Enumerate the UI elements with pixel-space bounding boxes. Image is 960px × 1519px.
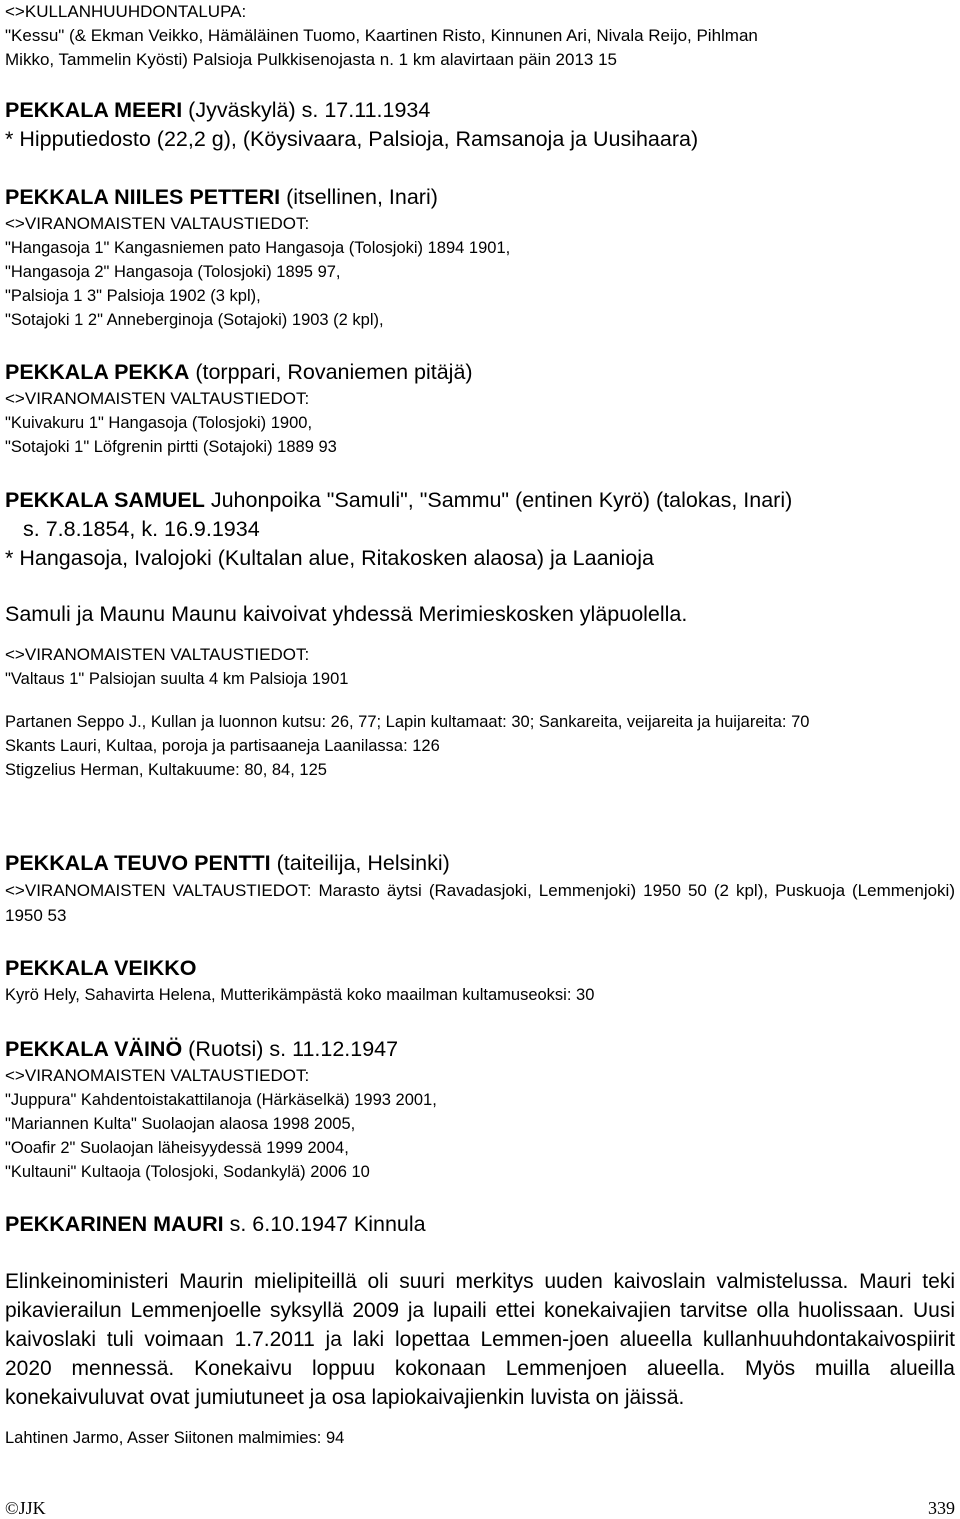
entry-note: Samuli ja Maunu Maunu kaivoivat yhdessä Merimieskosken yläpuolella. — [5, 602, 688, 626]
claim-line: "Hangasoja 1" Kangasniemen pato Hangasoja (Tolosjoki) 1894 1901, — [5, 239, 511, 257]
entry-name: PEKKALA VÄINÖ — [5, 1037, 183, 1061]
claim-line: "Sotajoki 1" Löfgrenin pirtti (Sotajoki) 1889 93 — [5, 438, 337, 456]
entry-veikko — [5, 954, 955, 1007]
claims-label: <>VIRANOMAISTEN VALTAUSTIEDOT: — [5, 1066, 310, 1085]
entry-info: Juhonpoika "Samuli", "Sammu" (entinen Kyrö) (talokas, Inari) — [204, 488, 793, 512]
claims-label: <>VIRANOMAISTEN VALTAUSTIEDOT: — [5, 389, 310, 408]
permit-line: "Kessu" (& Ekman Veikko, Hämäläinen Tuomo, Kaartinen Risto, Kinnunen Ari, Nivala Reijo, Pihlman — [5, 26, 758, 45]
entry-name: PEKKALA PEKKA — [5, 360, 190, 384]
entry-paragraph: Elinkeinoministeri Maurin mielipiteillä oli suuri merkitys uuden kaivoslain valmistelussa. Mauri teki pikavierailun Lemmenjoelle syksyllä 2009 ja lupaili ettei konekaivajien tarvitse olla huolissaan. Uusi kaivoslaki tuli voimaan 1.7.2011 ja laki lopettaa Lemmen-joen alueella kullanhuuhdontakaivospiirit 2020 mennessä. Konekaivu loppuu kokonaan Lemmenjoen alueella. Myös muilla alueilla konekaivuluvat ovat jumiutuneet ja osa lapiokaivajienkin luvista on jäissä. — [5, 1270, 955, 1409]
claim-line: "Juppura" Kahdentoistakattilanoja (Härkäselkä) 1993 2001, — [5, 1091, 437, 1109]
claim-line: "Valtaus 1" Palsiojan suulta 4 km Palsioja 1901 — [5, 670, 349, 688]
claim-line: "Ooafir 2" Suolaojan läheisyydessä 1999 2004, — [5, 1139, 349, 1157]
entry-dates: s. 7.8.1854, k. 16.9.1934 — [23, 517, 260, 541]
reference: Skants Lauri, Kultaa, poroja ja partisaaneja Laanilassa: 126 — [5, 737, 440, 755]
entry-header — [5, 1035, 955, 1064]
entry-name: PEKKALA SAMUEL — [5, 488, 205, 512]
claims-text: <>VIRANOMAISTEN VALTAUSTIEDOT: Marasto äytsi (Ravadasjoki, Lemmenjoki) 1950 50 (2 kpl), Puskuoja (Lemmenjoki) 1950 53 — [5, 881, 955, 925]
entry-header — [5, 96, 955, 125]
claim-line: "Mariannen Kulta" Suolaojan alaosa 1998 2005, — [5, 1115, 356, 1133]
entry-info: (taiteilija, Helsinki) — [270, 851, 450, 875]
reference: Lahtinen Jarmo, Asser Siitonen malmimies: 94 — [5, 1429, 345, 1447]
claim-line: "Kultauni" Kultaoja (Tolosjoki, Sodankylä) 2006 10 — [5, 1163, 370, 1181]
page-number: 339 — [928, 1498, 955, 1518]
copyright-mark: ©JJK — [5, 1498, 46, 1518]
entry-teuvo — [5, 849, 955, 928]
entry-info: (Jyväskylä) s. 17.11.1934 — [182, 98, 431, 122]
entry-name: PEKKALA TEUVO PENTTI — [5, 851, 271, 875]
entry-header — [5, 1210, 955, 1239]
claims-label: <>VIRANOMAISTEN VALTAUSTIEDOT: — [5, 645, 310, 664]
entry-meeri — [5, 96, 955, 154]
entry-header — [5, 486, 955, 515]
entry-name: PEKKALA VEIKKO — [5, 956, 197, 980]
reference: Partanen Seppo J., Kullan ja luonnon kutsu: 26, 77; Lapin kultamaat: 30; Sankareita, veijareita ja huijareita: 70 — [5, 713, 810, 731]
claim-line: "Kuivakuru 1" Hangasoja (Tolosjoki) 1900, — [5, 414, 313, 432]
entry-header — [5, 849, 955, 878]
entry-name: PEKKALA MEERI — [5, 98, 183, 122]
entry-info: (itsellinen, Inari) — [280, 185, 438, 209]
entry-line: * Hangasoja, Ivalojoki (Kultalan alue, Ritakosken alaosa) ja Laanioja — [5, 546, 654, 570]
claims-label: <>VIRANOMAISTEN VALTAUSTIEDOT: — [5, 214, 310, 233]
entry-samuel — [5, 486, 955, 782]
permit-block — [5, 0, 955, 72]
entry-line: * Hipputiedosto (22,2 g), (Köysivaara, Palsioja, Ramsanoja ja Uusihaara) — [5, 127, 699, 151]
entry-mauri — [5, 1210, 955, 1450]
entry-header — [5, 183, 955, 212]
claim-line: "Sotajoki 1 2" Anneberginoja (Sotajoki) 1903 (2 kpl), — [5, 311, 384, 329]
entry-name: PEKKALA NIILES PETTERI — [5, 185, 281, 209]
permit-line: Mikko, Tammelin Kyösti) Palsioja Pulkkisenojasta n. 1 km alavirtaan päin 2013 15 — [5, 50, 617, 69]
entry-info: (torppari, Rovaniemen pitäjä) — [189, 360, 473, 384]
entry-niiles — [5, 183, 955, 332]
permit-heading: <>KULLANHUUHDONTALUPA: — [5, 2, 247, 21]
claim-line: "Palsioja 1 3" Palsioja 1902 (3 kpl), — [5, 287, 261, 305]
claim-line: "Hangasoja 2" Hangasoja (Tolosjoki) 1895 97, — [5, 263, 341, 281]
entry-header — [5, 358, 955, 387]
entry-info: s. 6.10.1947 Kinnula — [223, 1212, 426, 1236]
entry-pekka — [5, 358, 955, 459]
reference: Stigzelius Herman, Kultakuume: 80, 84, 125 — [5, 761, 327, 779]
entry-name: PEKKARINEN MAURI — [5, 1212, 224, 1236]
entry-vaino — [5, 1035, 955, 1184]
reference: Kyrö Hely, Sahavirta Helena, Mutterikämpästä koko maailman kultamuseoksi: 30 — [5, 986, 595, 1004]
entry-info: (Ruotsi) s. 11.12.1947 — [182, 1037, 399, 1061]
page-footer — [5, 1497, 955, 1519]
